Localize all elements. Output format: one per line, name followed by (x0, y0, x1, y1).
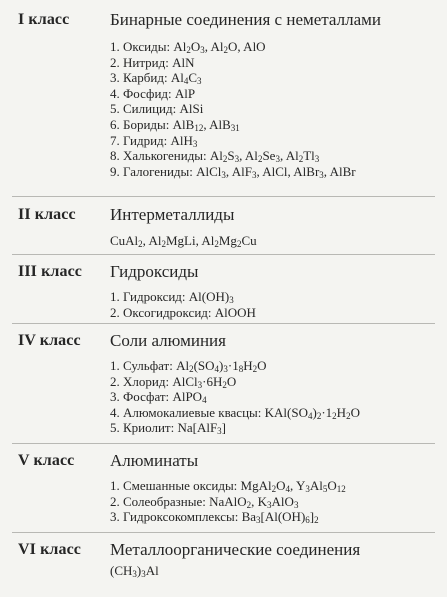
compound-list (110, 563, 159, 579)
class-heading: Бинарные соединения с неметаллами (110, 10, 381, 29)
section-divider (12, 323, 435, 324)
item-formulas: $Al_2O_3$, $Al_2O$, AlO (173, 39, 266, 55)
list-item (110, 101, 356, 117)
item-formulas: AlSi (179, 101, 204, 117)
item-name: 7. Гидрид: (110, 132, 168, 148)
class-label: III класс (18, 263, 82, 280)
item-name: 2. Солеобразные: (110, 493, 206, 509)
item-name: 5. Криолит: (110, 420, 175, 436)
item-formulas: $AlCl_3\cdot 6H_2O$ (172, 373, 237, 390)
item-name: 1. Гидроксид: (110, 289, 186, 304)
class-label: V класс (18, 452, 75, 469)
item-formulas: $Al_2S_3$, $Al_2Se_3$, $Al_2Tl_3$ (209, 148, 320, 165)
list-item (110, 233, 257, 249)
item-formulas: AlOOH (214, 304, 256, 320)
section-divider (12, 196, 435, 197)
item-formulas: $(CH_3)_3Al$ (110, 563, 159, 579)
item-formulas: $Ba_3[Al(OH)_6]_2$ (241, 509, 319, 526)
list-item (110, 405, 360, 421)
item-formulas: $Al_2(SO_4)_3\cdot 1_8H_2O$ (176, 358, 267, 374)
class-heading: Гидроксиды (110, 262, 199, 281)
item-formulas: $KAl(SO_4)_2\cdot 1_2H_2O$ (264, 404, 360, 421)
item-formulas: $Al_4C_3$ (170, 70, 202, 87)
item-name: 9. Галогениды: (110, 163, 193, 179)
class-heading: Интерметаллиды (110, 205, 235, 224)
list-item (110, 289, 256, 305)
item-name: 5. Силицид: (110, 101, 177, 117)
item-formulas: AlN (172, 54, 195, 70)
section-divider (12, 532, 435, 533)
item-formulas: Na[AlF$_3$] (177, 420, 227, 437)
list-item (110, 358, 360, 374)
item-name: 3. Фосфат: (110, 389, 170, 405)
class-label: I класс (18, 11, 70, 28)
list-item (110, 148, 356, 164)
class-label: II класс (18, 206, 76, 223)
list-item (110, 509, 346, 525)
item-formulas: AlH$_3$ (170, 132, 198, 149)
list-item (110, 55, 356, 71)
list-item (110, 563, 159, 579)
compound-list (110, 233, 257, 249)
item-formulas: AlCl$_3$, AlF$_3$, AlCl, AlBr$_3$, AlBr (196, 163, 356, 180)
list-item (110, 305, 256, 321)
compound-list (110, 289, 256, 320)
list-item (110, 478, 346, 494)
list-item (110, 117, 356, 133)
item-formulas: AlB$_{12}$, AlB$_{31}$ (172, 116, 240, 133)
class-heading: Соли алюминия (110, 331, 226, 350)
item-name: 8. Халькогениды: (110, 148, 207, 164)
compound-list (110, 39, 356, 179)
item-formulas: $MgAl_2O_4$, $Y_3Al_5O_{12}$ (240, 478, 346, 494)
item-name: 2. Оксогидроксид: (110, 304, 212, 320)
item-formulas: NaAlO$_2$, $K_3AlO_3$ (209, 493, 299, 510)
class-label: IV класс (18, 332, 81, 349)
item-name: 1. Сульфат: (110, 358, 173, 373)
list-item (110, 374, 360, 390)
item-name: 4. Алюмокалиевые квасцы: (110, 404, 262, 420)
item-name: 3. Гидроксокомплексы: (110, 509, 239, 525)
list-item (110, 164, 356, 180)
compound-list (110, 478, 346, 525)
item-name: 2. Хлорид: (110, 373, 170, 389)
list-item (110, 86, 356, 102)
list-item (110, 133, 356, 149)
item-name: 4. Фосфид: (110, 85, 172, 101)
class-label: VI класс (18, 541, 81, 558)
section-divider (12, 254, 435, 255)
section-divider (12, 443, 435, 444)
class-heading: Металлоорганические соединения (110, 540, 361, 559)
compound-list (110, 358, 360, 436)
item-formulas: AlP (174, 85, 196, 101)
list-item (110, 420, 360, 436)
item-formulas: CuAl$_2$, $Al_2MgLi$, $Al_2Mg_2Cu$ (110, 233, 257, 249)
item-formulas: AlPO$_4$ (172, 389, 207, 406)
item-formulas: $Al(OH)_3$ (188, 289, 234, 305)
list-item (110, 39, 356, 55)
item-name: 2. Нитрид: (110, 54, 169, 70)
item-name: 1. Смешанные оксиды: (110, 478, 238, 493)
list-item (110, 70, 356, 86)
item-name: 3. Карбид: (110, 70, 168, 86)
item-name: 1. Оксиды: (110, 39, 171, 54)
list-item (110, 389, 360, 405)
item-name: 6. Бориды: (110, 116, 170, 132)
class-heading: Алюминаты (110, 451, 199, 470)
list-item (110, 494, 346, 510)
